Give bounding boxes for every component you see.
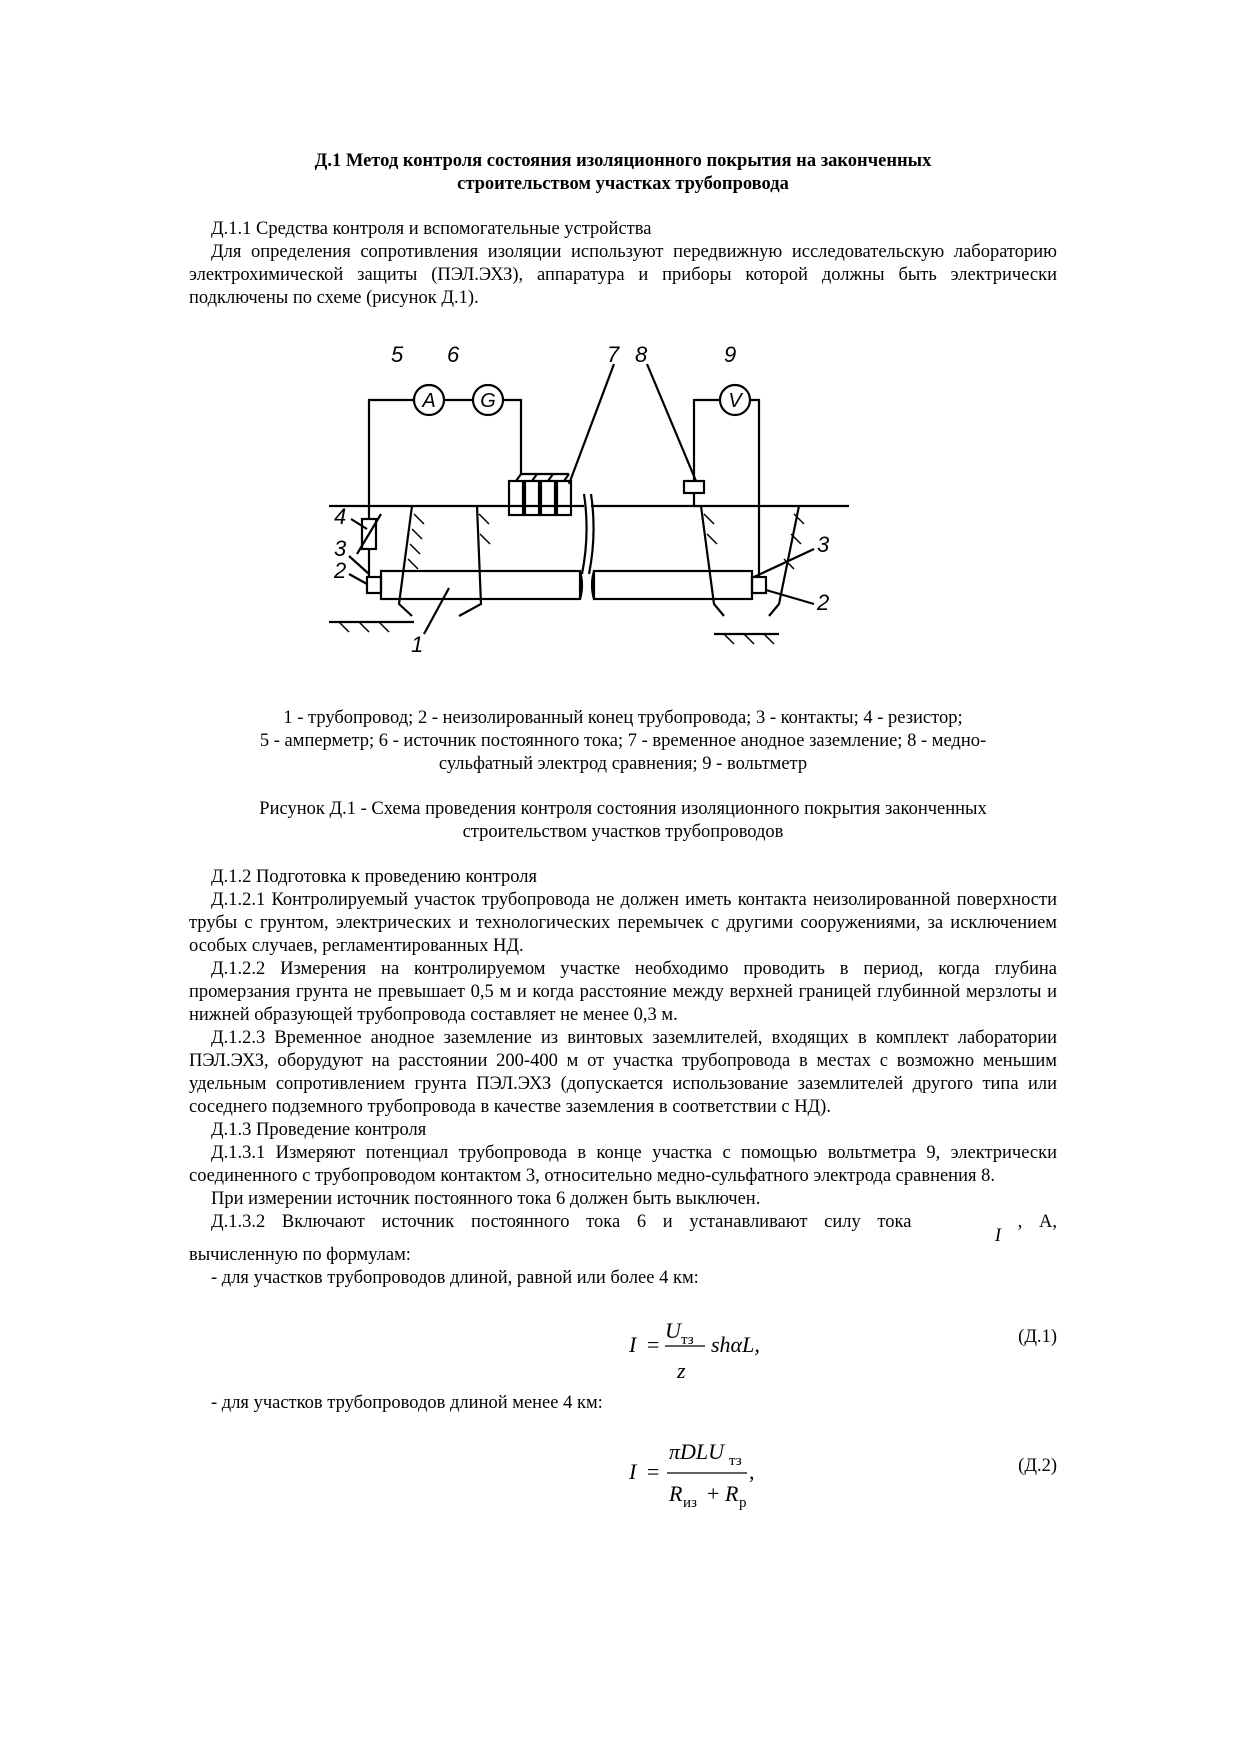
eq1-num: U: [665, 1318, 681, 1343]
paragraph: При измерении источник постоянного тока 6 должен быть выключен.: [211, 1189, 761, 1209]
formula-d2-svg: [629, 1429, 829, 1513]
eq1-tail: shαL,: [711, 1332, 760, 1357]
legend-line: 1 - трубопровод; 2 - неизолированный конец трубопровода; 3 - контакты; 4 - резистор;: [283, 708, 963, 728]
paragraph: - для участков трубопроводов длиной, равной или более 4 км:: [211, 1268, 699, 1288]
eq1-num-sub: тз: [681, 1332, 694, 1348]
figure-legend: [189, 707, 1057, 776]
paragraph: Д.1.2.2 Измерения на контролируемом участке необходимо проводить в период, когда глубина промерзания грунта не превышает 0,5 м и когда расстояние между верхней границей глубинной мерзлоты и нижней образующей трубопровода составляет не менее 0,3 м.: [189, 959, 1057, 1025]
label-3-right: 3: [817, 532, 830, 557]
label-9: 9: [724, 342, 737, 367]
current-symbol: I: [994, 1226, 1002, 1246]
paragraph-current: [189, 1211, 1057, 1246]
voltmeter-letter: V: [728, 390, 742, 412]
eq2-den2-sub: р: [739, 1495, 747, 1511]
eq1-den: z: [677, 1358, 686, 1383]
eq2-lhs: I: [629, 1459, 637, 1484]
formula-d1: [189, 1300, 1057, 1384]
formula-d2: [189, 1429, 1057, 1513]
paragraph: Для определения сопротивления изоляции используют передвижную исследовательскую лабораторию электрохимической защиты (ПЭЛ.ЭХЗ), аппаратура и приборы которой должны быть электрически подключены по схеме (рисунок Д.1).: [189, 242, 1057, 308]
paragraph: Д.1.3.1 Измеряют потенциал трубопровода в конце участка с помощью вольтметра 9, электрически соединенного с трубопроводом контактом 3, относительно медно-сульфатного электрода сравнения 8.: [189, 1143, 1057, 1186]
eq2-plus: +: [707, 1481, 720, 1506]
subsection-heading: Д.1.3 Проведение контроля: [211, 1120, 427, 1140]
eq1-number: (Д.1): [1018, 1327, 1057, 1347]
eq2-number: (Д.2): [1018, 1456, 1057, 1476]
eq2-num-sub: тз: [729, 1453, 742, 1469]
subsection-heading: Д.1.2 Подготовка к проведению контроля: [211, 867, 537, 887]
caption-line: Рисунок Д.1 - Схема проведения контроля состояния изоляционного покрытия законченных: [259, 799, 987, 819]
eq2-equals: =: [647, 1459, 660, 1484]
label-6: 6: [447, 342, 460, 367]
label-1: 1: [411, 632, 424, 657]
formula-d1-svg: [629, 1300, 829, 1384]
eq1-lhs: I: [629, 1332, 637, 1357]
label-5: 5: [391, 342, 404, 367]
circuit-diagram: [189, 334, 1057, 699]
current-unit: , А,: [1017, 1212, 1057, 1232]
legend-line: 5 - амперметр; 6 - источник постоянного тока; 7 - временное анодное заземление; 8 - медно-: [259, 731, 987, 751]
caption-line: строительством участков трубопроводов: [462, 822, 784, 842]
label-2-right: 2: [817, 590, 830, 615]
subsection-heading: Д.1.1 Средства контроля и вспомогательные устройства: [211, 219, 652, 239]
eq2-den2: R: [725, 1481, 739, 1506]
label-4: 4: [334, 504, 347, 529]
legend-line: сульфатный электрод сравнения; 9 - вольтметр: [438, 754, 808, 774]
figure-caption: [189, 798, 1057, 844]
current-text: Д.1.3.2 Включают источник постоянного тока 6 и устанавливают силу тока: [211, 1212, 912, 1232]
ammeter-letter: A: [422, 390, 436, 412]
paragraph: - для участков трубопроводов длиной менее 4 км:: [211, 1393, 603, 1413]
title-line-2: строительством участках трубопровода: [457, 174, 789, 194]
source-letter: G: [480, 390, 496, 412]
eq1-equals: =: [647, 1332, 660, 1357]
label-2-left: 2: [334, 558, 347, 583]
circuit-diagram-svg: [329, 334, 849, 699]
document-page: [189, 150, 1057, 1513]
eq2-tail: ,: [749, 1459, 755, 1484]
paragraph: Д.1.2.1 Контролируемый участок трубопровода не должен иметь контакта неизолированной поверхности трубы с грунтом, электрических и технологических перемычек с другими сооружениями, за исключением особых случаев, регламентированных НД.: [189, 890, 1057, 956]
eq2-num: πDLU: [669, 1439, 725, 1464]
paragraph: Д.1.2.3 Временное анодное заземление из винтовых заземлителей, входящих в комплект лаборатории ПЭЛ.ЭХЗ, оборудуют на расстоянии 200-400 м от участка трубопровода в местах с возможно меньшим удельным сопротивлением грунта ПЭЛ.ЭХЗ (допускается использование заземлителей другого типа или соседнего подземного трубопровода в качестве заземления в соответствии с НД).: [189, 1028, 1057, 1117]
label-3-left: 3: [334, 536, 347, 561]
paragraph: вычисленную по формулам:: [189, 1245, 411, 1265]
label-8: 8: [635, 342, 648, 367]
eq2-den1-sub: из: [683, 1495, 697, 1511]
eq2-den1: R: [669, 1481, 683, 1506]
label-7: 7: [607, 342, 620, 367]
section-title: [189, 150, 1057, 196]
title-line-1: Д.1 Метод контроля состояния изоляционного покрытия на законченных: [314, 151, 932, 171]
